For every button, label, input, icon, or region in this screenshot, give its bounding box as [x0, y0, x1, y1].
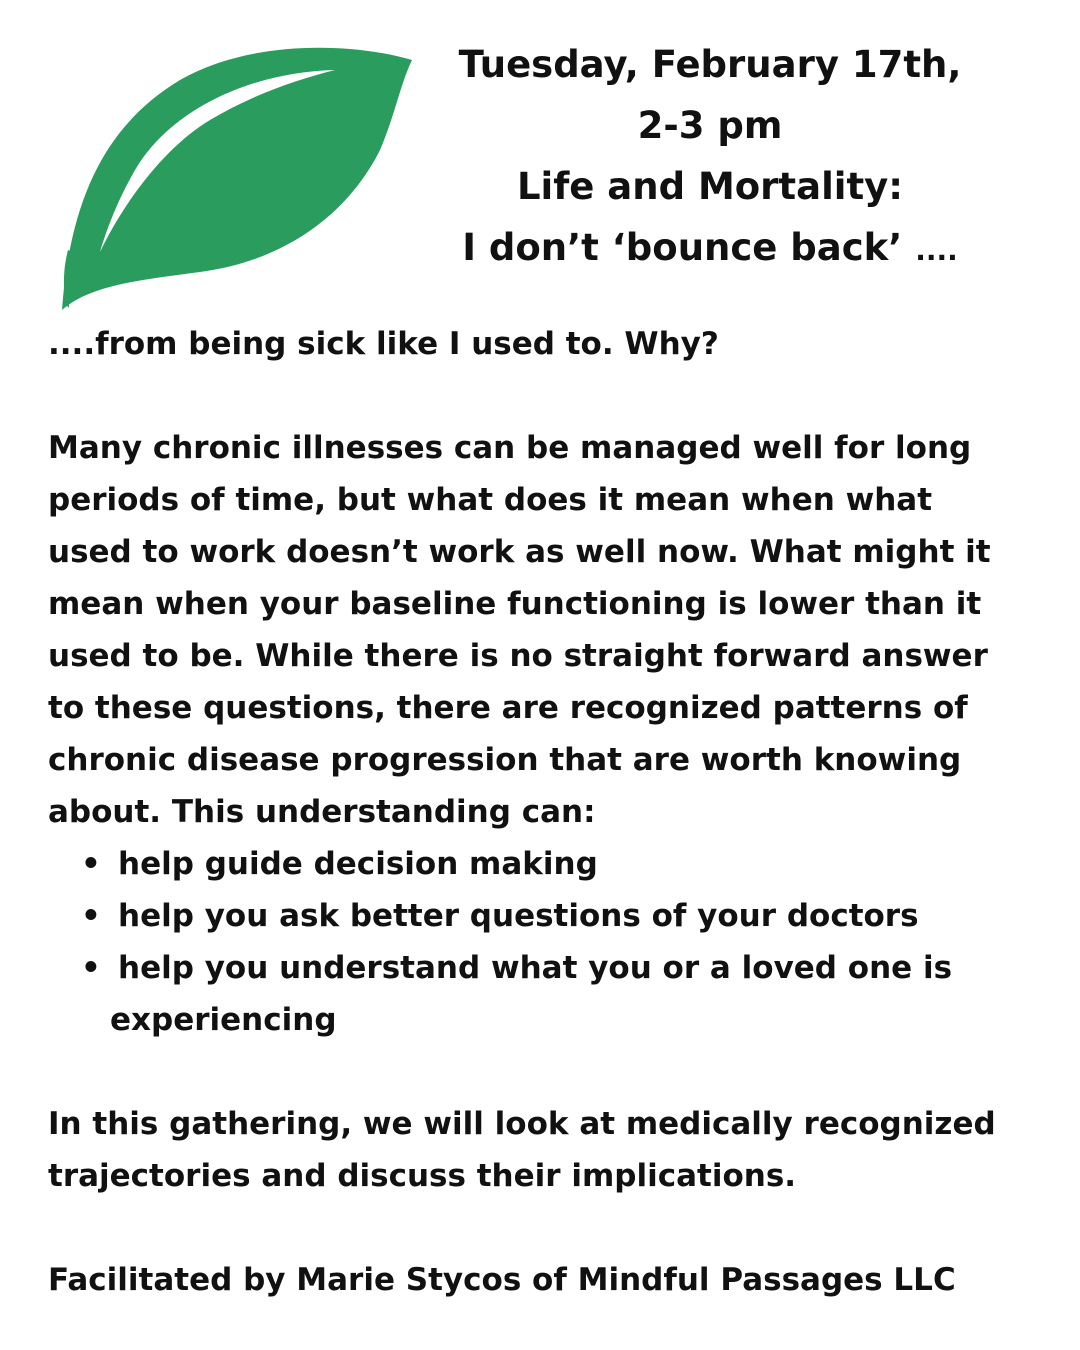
list-item — [48, 890, 1038, 942]
benefits-list — [48, 838, 1038, 1046]
intro-text: ....from being sick like I used to. Why? — [48, 326, 719, 362]
closing-paragraph — [48, 1098, 1038, 1202]
closing-line: trajectories and discuss their implications. — [48, 1158, 797, 1194]
list-item — [48, 942, 1038, 1046]
bullet-icon: • — [81, 898, 101, 934]
event-subtitle-text: I don’t ‘bounce back’ — [462, 226, 903, 269]
paragraph-line: mean when your baseline functioning is lower than it — [48, 586, 982, 622]
event-subtitle — [440, 217, 980, 281]
description-paragraph — [48, 422, 1038, 838]
paragraph-line: to these questions, there are recognized patterns of — [48, 690, 968, 726]
facilitator-credit: Facilitated by Marie Stycos of Mindful Passages LLC — [48, 1262, 956, 1298]
list-item-continuation: experiencing — [110, 1002, 337, 1038]
event-time: 2-3 pm — [637, 104, 783, 147]
event-subtitle-ellipsis: .... — [915, 234, 958, 267]
paragraph-line: Many chronic illnesses can be managed well for long — [48, 430, 972, 466]
paragraph-line: chronic disease progression that are worth knowing — [48, 742, 962, 778]
event-title: Life and Mortality: — [516, 165, 904, 208]
list-item-text: help you understand what you or a loved one is — [118, 950, 953, 986]
leaf-icon — [50, 40, 420, 315]
event-header — [440, 34, 980, 281]
list-item-text: help guide decision making — [118, 846, 598, 882]
spacer — [48, 1046, 1038, 1098]
closing-line: In this gathering, we will look at medically recognized — [48, 1106, 996, 1142]
spacer — [48, 370, 1038, 422]
event-description — [48, 318, 1038, 1306]
paragraph-line: periods of time, but what does it mean when what — [48, 482, 933, 518]
event-date: Tuesday, February 17th, — [458, 43, 962, 86]
bullet-icon: • — [81, 846, 101, 882]
spacer — [48, 1202, 1038, 1254]
paragraph-line: about. This understanding can: — [48, 794, 596, 830]
list-item-text: help you ask better questions of your doctors — [118, 898, 919, 934]
paragraph-line: used to work doesn’t work as well now. What might it — [48, 534, 991, 570]
list-item — [48, 838, 1038, 890]
bullet-icon: • — [81, 950, 101, 986]
paragraph-line: used to be. While there is no straight forward answer — [48, 638, 988, 674]
